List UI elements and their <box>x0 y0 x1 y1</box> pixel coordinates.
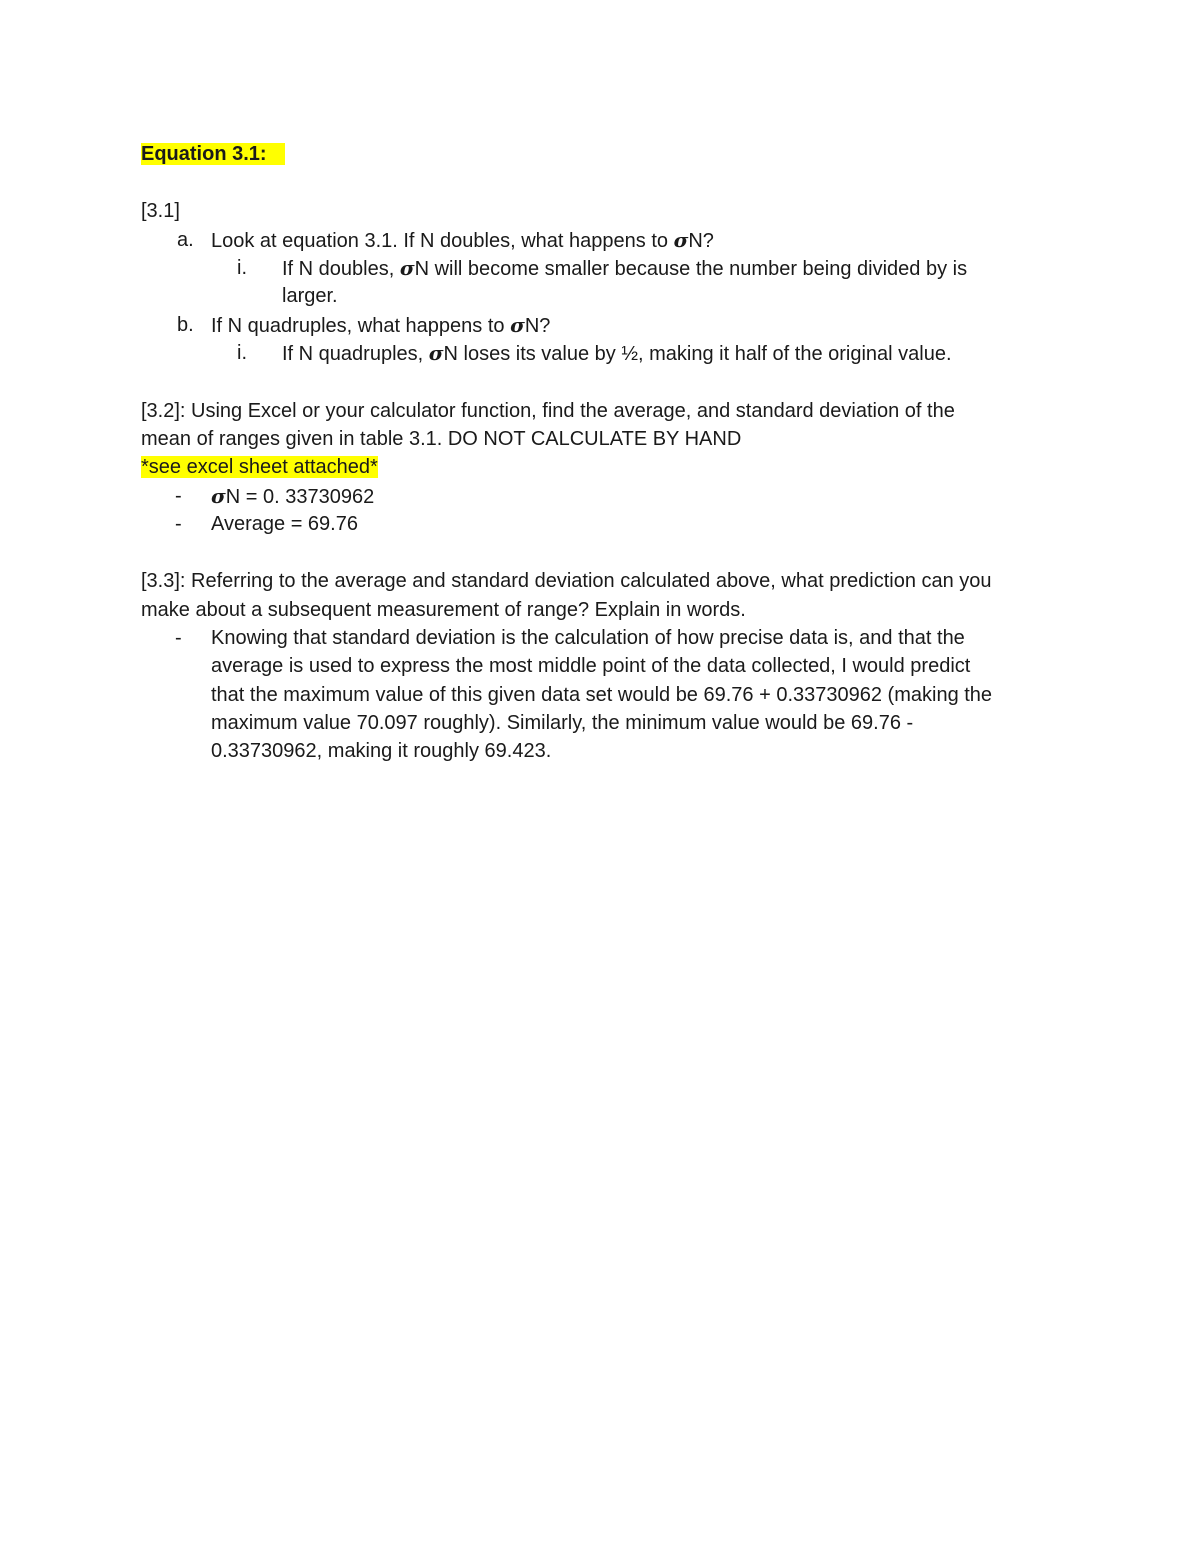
item-a-answer-line2: larger. <box>282 285 338 307</box>
sigma-symbol: σ <box>211 484 226 508</box>
sigma-symbol: σ <box>428 341 444 365</box>
section-3-3-line2: make about a subsequent measurement of range? Explain in words. <box>141 599 746 621</box>
item-b-answer-pre: If N quadruples, <box>282 343 429 365</box>
section-3-2-line2: mean of ranges given in table 3.1. DO NOT CALCULATE BY HAND <box>141 428 742 450</box>
equation-heading-text: Equation 3.1: <box>141 143 285 165</box>
item-a-marker: a. <box>177 229 194 251</box>
item-a-question-pre: Look at equation 3.1. If N doubles, what happens to <box>211 230 674 252</box>
item-b-marker: b. <box>177 314 194 336</box>
bullet-marker: - <box>175 485 182 507</box>
item-a-question-post: N? <box>688 230 714 252</box>
sigma-symbol: σ <box>673 228 689 252</box>
item-b-question-post: N? <box>524 315 551 337</box>
item-b-question-pre: If N quadruples, what happens to <box>211 315 511 337</box>
item-a-answer-line1 <box>282 254 967 282</box>
average-result: Average = 69.76 <box>211 513 358 535</box>
item-a-answer-marker: i. <box>237 257 247 279</box>
prediction-line-3: that the maximum value of this given data set would be 69.76 + 0.33730962 (making the <box>211 684 993 706</box>
item-b-answer-post: N loses its value by ½, making it half of the original value. <box>443 343 952 365</box>
item-a-question <box>211 226 714 254</box>
item-b-question <box>211 311 550 339</box>
section-3-2-line1: [3.2]: Using Excel or your calculator function, find the average, and standard deviation of the <box>141 400 955 422</box>
item-a-answer-post: N will become smaller because the number being divided by is <box>414 258 968 280</box>
sigma-result <box>211 482 374 510</box>
prediction-line-2: average is used to express the most middle point of the data collected, I would predict <box>211 655 971 677</box>
sigma-symbol: σ <box>510 313 525 337</box>
sigma-result-text: N = 0. 33730962 <box>225 486 375 508</box>
sigma-symbol: σ <box>399 256 415 280</box>
item-b-answer-marker: i. <box>237 342 247 364</box>
section-3-3-line1: [3.3]: Referring to the average and standard deviation calculated above, what prediction can you <box>141 570 992 592</box>
excel-note-text: *see excel sheet attached* <box>141 456 378 478</box>
bullet-marker: - <box>175 513 182 535</box>
prediction-line-5: 0.33730962, making it roughly 69.423. <box>211 740 552 762</box>
excel-note <box>141 453 378 481</box>
item-a-answer-pre: If N doubles, <box>282 258 400 280</box>
prediction-line-1: Knowing that standard deviation is the calculation of how precise data is, and that the <box>211 627 965 649</box>
prediction-line-4: maximum value 70.097 roughly). Similarly, the minimum value would be 69.76 - <box>211 712 914 734</box>
equation-heading <box>141 140 285 168</box>
bullet-marker: - <box>175 627 182 649</box>
item-b-answer-line1 <box>282 339 952 367</box>
section-3-1-label: [3.1] <box>141 200 180 222</box>
